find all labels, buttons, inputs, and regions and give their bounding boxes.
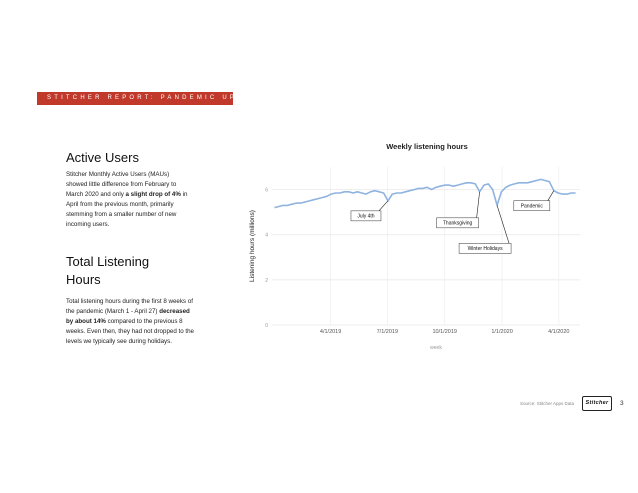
x-axis-label: week: [430, 345, 442, 351]
total-listening-text-2: compared to the previous 8 weeks. Even then, they had not dropped to the levels we typically see during holidays.: [66, 318, 194, 345]
annotation-pointer: [497, 205, 509, 243]
active-users-paragraph: [66, 170, 188, 230]
report-banner: STITCHER REPORT: PANDEMIC UPDATE: [37, 92, 233, 105]
annotation-label: Thanksgiving: [442, 220, 473, 227]
active-users-heading: Active Users: [66, 150, 139, 165]
active-users-text-1: Stitcher Monthly Active Users (MAUs) showed little difference from February to March 2020 and only: [66, 171, 177, 198]
y-tick-label: 2: [265, 277, 268, 284]
chart-title: Weekly listening hours: [386, 142, 468, 151]
y-tick-label: 0: [265, 323, 268, 329]
total-listening-highlight: decreased by about 14%: [66, 308, 190, 325]
page-number: 3: [620, 400, 624, 407]
total-listening-heading: Total Listening Hours: [66, 254, 150, 287]
y-axis-label: Listening hours (millions): [249, 210, 256, 282]
source-note: Source: Stitcher Apps Data: [520, 401, 575, 406]
x-tick-label: 4/1/2020: [548, 329, 570, 335]
stitcher-logo: Stitcher: [582, 396, 612, 411]
annotation-pointer: [548, 191, 554, 201]
active-users-text-2: in April from the previous month, primarily stemming from a smaller number of new incoming users.: [66, 191, 188, 228]
x-tick-label: 1/1/2020: [491, 329, 513, 335]
x-tick-label: 7/1/2019: [376, 329, 399, 335]
total-listening-text-1: Total listening hours during the first 8 weeks of the pandemic (March 1 - April 27): [66, 298, 193, 315]
listening-hours-chart: [240, 155, 590, 360]
annotation-label: Pandemic: [520, 203, 543, 210]
annotation-pointer: [379, 201, 388, 211]
annotation-label: July 4th: [357, 213, 375, 220]
active-users-highlight: a slight drop of 4%: [125, 191, 181, 198]
x-tick-label: 4/1/2019: [319, 329, 342, 335]
annotation-pointer: [477, 192, 480, 218]
y-tick-label: 4: [265, 232, 268, 239]
annotation-label: Winter Holidays: [467, 246, 503, 253]
y-tick-label: 6: [265, 187, 268, 194]
x-tick-label: 10/1/2019: [432, 329, 457, 335]
total-listening-paragraph: [66, 297, 196, 347]
